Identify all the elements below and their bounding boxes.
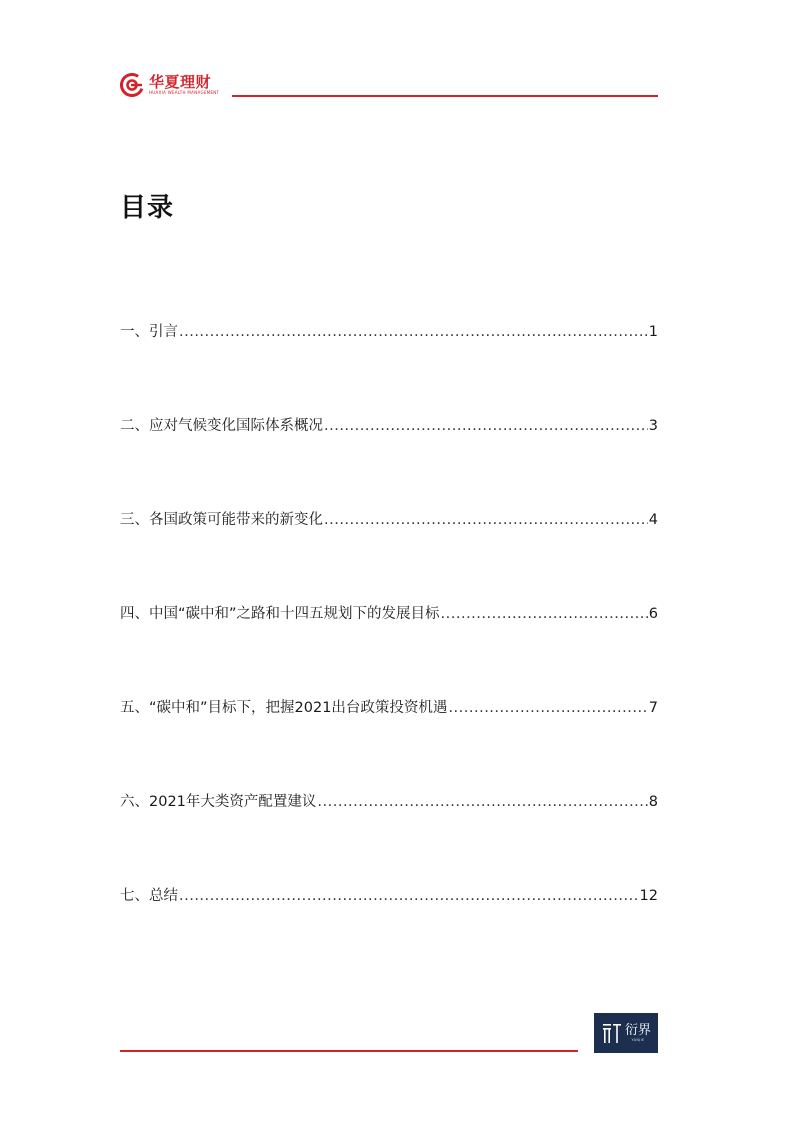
toc-entry-label: 二、应对气候变化国际体系概况 [120,418,323,434]
toc-leader-dots [441,602,648,626]
toc-entry[interactable] [120,414,658,508]
toc-entry-label: 四、中国“碳中和”之路和十四五规划下的发展目标 [120,606,440,622]
toc-entry-label: 七、总结 [120,888,178,904]
footer-logo-name: 衍界 [624,1023,651,1038]
brand-subtitle: HUAXIA WEALTH MANAGEMENT [149,90,220,95]
huaxia-logo-icon [120,73,144,97]
footer-divider [120,1050,578,1052]
toc-entry-page: 4 [648,512,658,528]
toc-entry[interactable] [120,320,658,414]
yanjie-logo-icon [601,1020,623,1046]
toc-entry-page: 3 [648,418,658,434]
toc-entry-label: 六、2021年大类资产配置建议 [120,794,317,810]
footer-logo-subtitle: YANJIE [631,1038,645,1042]
table-of-contents [120,320,658,978]
toc-entry-label: 五、“碳中和”目标下，把握2021出台政策投资机遇 [120,700,448,716]
toc-leader-dots [324,414,648,438]
brand-logo [120,72,219,98]
toc-leader-dots [317,790,647,814]
toc-entry-page: 1 [648,324,658,340]
toc-entry-page: 7 [648,700,658,716]
toc-leader-dots [179,320,648,344]
toc-entry-label: 三、各国政策可能带来的新变化 [120,512,323,528]
toc-entry-label: 一、引言 [120,324,178,340]
brand-name: 华夏理财 [149,73,212,91]
toc-leader-dots [179,884,639,908]
toc-entry[interactable] [120,602,658,696]
footer-logo [594,1013,658,1053]
toc-entry[interactable] [120,790,658,884]
toc-entry[interactable] [120,884,658,978]
toc-entry[interactable] [120,508,658,602]
toc-entry[interactable] [120,696,658,790]
toc-leader-dots [448,696,647,720]
page-header [120,70,658,100]
header-divider [232,95,658,97]
toc-entry-page: 6 [648,606,658,622]
page-title: 目录 [120,193,175,223]
toc-entry-page: 12 [639,888,658,904]
toc-entry-page: 8 [648,794,658,810]
toc-leader-dots [324,508,648,532]
